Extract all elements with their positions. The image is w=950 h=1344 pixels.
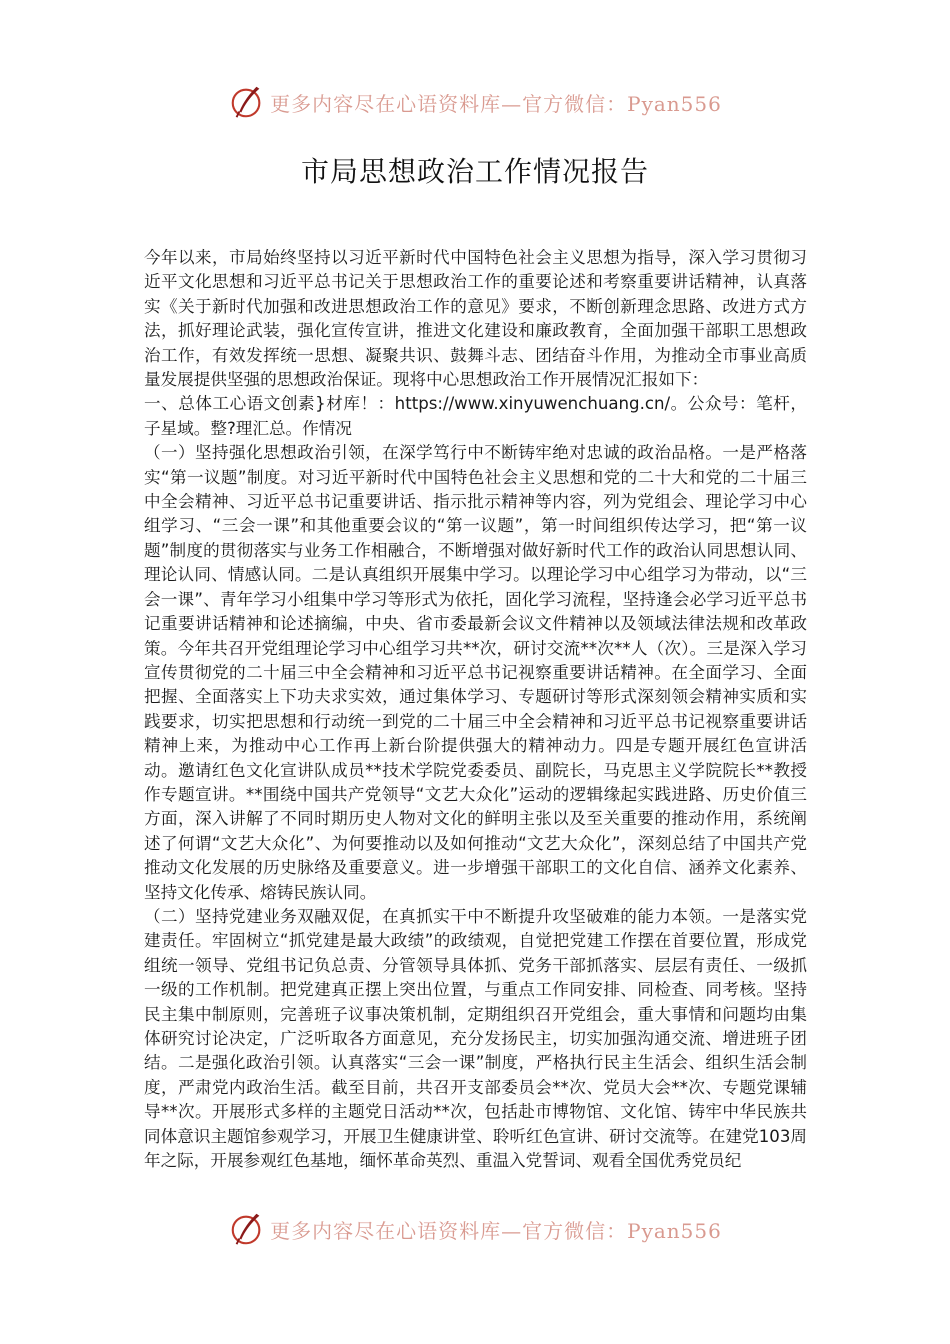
watermark-text: 更多内容尽在心语资料库—官方微信：Pyan556 — [270, 91, 722, 116]
document-title: 市局思想政治工作情况报告 — [300, 155, 649, 188]
section-one-paragraph: （一）坚持强化思想政治引领，在深学笃行中不断铸牢绝对忠诚的政治品格。一是严格落实“第一议题”制度。对习近平新时代中国特色社会主义思想和党的二十大和党的二十届三中全会精神、习近平总书记重要讲话、指示批示精神等内容，列为党组会、理论学习中心组学习、“三会一课”和其他重要会议的“第一议题”，第一时间组织传达学习，把“第一议题”制度的贯彻落实与业务工作相融合，不断增强对做好新时代工作的政治认同思想认同、理论认同、情感认同。二是认真组织开展集中学习。以理论学习中心组学习为带动，以“三会一课”、青年学习小组集中学习等形式为依托，固化学习流程，坚持逢会必学习近平总书记重要讲话精神和论述摘编，中央、省市委最新会议文件精神以及领域法律法规和改革政策。今年共召开党组理论学习中心组学习共**次，研讨交流**次**人（次）。三是深入学习宣传贯彻党的二十届三中全会精神和习近平总书记视察重要讲话精神。在全面学习、全面把握、全面落实上下功夫求实效，通过集体学习、专题研讨等形式深刻领会精神实质和实践要求，切实把思想和行动统一到党的二十届三中全会精神和习近平总书记视察重要讲话精神上来，为推动中心工作再上新台阶提供强大的精神动力。四是专题开展红色宣讲活动。邀请红色文化宣讲队成员**技术学院党委委员、副院长，马克思主义学院院长**教授作专题宣讲。**围绕中国共产党领导“文艺大众化”运动的逻辑缘起实践进路、历史价值三方面，深入讲解了不同时期历史人物对文化的鲜明主张以及至关重要的推动作用，系统阐述了何谓“文艺大众化”、为何要推动以及如何推动“文艺大众化”，深刻总结了中国共产党推动文化发展的历史脉络及重要意义。进一步增强干部职工的文化自信、涵养文化素养、坚持文化传承、熔铸民族认同。 — [144, 443, 807, 902]
section-two-paragraph: （二）坚持党建业务双融双促，在真抓实干中不断提升攻坚破难的能力本领。一是落实党建责任。牢固树立“抓党建是最大政绩”的政绩观，自觉把党建工作摆在首要位置，形成党组统一领导、党组书记负总责、分管领导具体抓、党务干部抓落实、层层有责任、一级抓一级的工作机制。把党建真正摆上突出位置，与重点工作同安排、同检查、同考核。坚持民主集中制原则，完善班子议事决策机制，定期组织召开党组会，重大事情和问题均由集体研究讨论决定，广泛听取各方面意见，充分发扬民主，切实加强沟通交流、增进班子团结。二是强化政治引领。认真落实“三会一课”制度，严格执行民主生活会、组织生活会制度，严肃党内政治生活。截至目前，共召开支部委员会**次、党员大会**次、专题党课辅导**次。开展形式多样的主题党日活动**次，包括赴市博物馆、文化馆、铸牢中华民族共同体意识主题馆参观学习，开展卫生健康讲堂、聆听红色宣讲、研讨交流等。在建党103周年之际，开展参观红色基地，缅怀革命英烈、重温入党誓词、观看全国优秀党员纪 — [144, 906, 807, 1171]
header-watermark-banner — [0, 80, 950, 124]
quill-pen-logo-icon — [228, 1210, 266, 1248]
intro-paragraph: 今年以来，市局始终坚持以习近平新时代中国特色社会主义思想为指导，深入学习贯彻习近平文化思想和习近平总书记关于思想政治工作的重要论述和考察重要讲话精神，认真落实《关于新时代加强和改进思想政治工作的意见》要求，不断创新理念思路、改进方式方法，抓好理论武装，强化宣传宣讲，推进文化建设和廉政教育，全面加强干部职工思想政治工作，有效发挥统一思想、凝聚共识、鼓舞斗志、团结奋斗作用，为推动全市事业高质量发展提供坚强的思想政治保证。现将中心思想政治工作开展情况汇报如下： — [144, 248, 807, 390]
watermark-text: 更多内容尽在心语资料库—官方微信：Pyan556 — [270, 1218, 722, 1243]
document-body — [144, 246, 807, 1173]
footer-watermark-banner — [0, 1207, 950, 1251]
quill-pen-logo-icon — [228, 83, 266, 121]
section-heading-paragraph: 一、总体工心语文创素}材库！：https://www.xinyuwenchuang.cn/。公众号：笔杆，子星域。整?理汇总。作情况 — [144, 394, 807, 438]
